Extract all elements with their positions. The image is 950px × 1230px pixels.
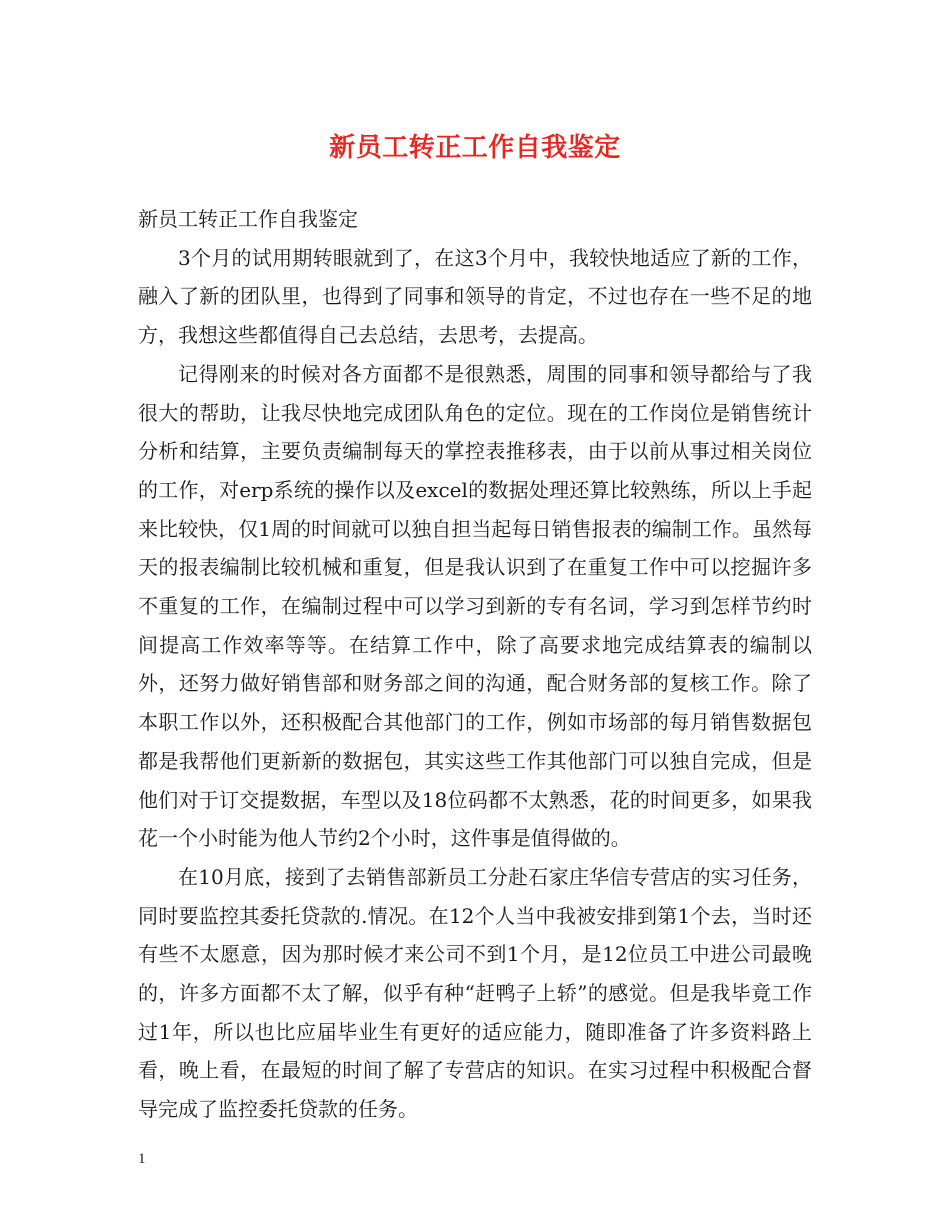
page-number: 1 [138,1151,146,1167]
document-title: 新员工转正工作自我鉴定 [329,133,621,163]
document-subtitle: 新员工转正工作自我鉴定 [138,207,358,231]
paragraph-3: 在10月底，接到了去销售部新员工分赴石家庄华信专营店的实习任务，同时要监控其委托贷款的.情况。在12个人当中我被安排到第1个去，当时还有些不太愿意，因为那时候才来公司不到1个月，是12位员工中进公司最晚的，许多方面都不太了解，似乎有种“赶鸭子上轿”的感觉。但是我毕竟工作过1年，所以也比应届毕业生有更好的适应能力，随即准备了许多资料路上看，晚上看，在最短的时间了解了专营店的知识。在实习过程中积极配合督导完成了监控委托贷款的任务。 [138,864,812,1122]
paragraph-1: 3个月的试用期转眼就到了，在这3个月中，我较快地适应了新的工作，融入了新的团队里，也得到了同事和领导的肯定，不过也存在一些不足的地方，我想这些都值得自己去总结，去思考，去提高。 [138,245,812,348]
paragraph-2: 记得刚来的时候对各方面都不是很熟悉，周围的同事和领导都给与了我很大的帮助，让我尽快地完成团队角色的定位。现在的工作岗位是销售统计分析和结算，主要负责编制每天的掌控表推移表，由于以前从事过相关岗位的工作，对erp系统的操作以及excel的数据处理还算比较熟练，所以上手起来比较快，仅1周的时间就可以独自担当起每日销售报表的编制工作。虽然每天的报表编制比较机械和重复，但是我认识到了在重复工作中可以挖掘许多不重复的工作，在编制过程中可以学习到新的专有名词，学习到怎样节约时间提高工作效率等等。在结算工作中，除了高要求地完成结算表的编制以外，还努力做好销售部和财务部之间的沟通，配合财务部的复核工作。除了本职工作以外，还积极配合其他部门的工作，例如市场部的每月销售数据包都是我帮他们更新新的数据包，其实这些工作其他部门可以独自完成，但是他们对于订交提数据，车型以及18位码都不太熟悉，花的时间更多，如果我花一个小时能为他人节约2个小时，这件事是值得做的。 [138,361,812,851]
document-body [138,200,812,1129]
